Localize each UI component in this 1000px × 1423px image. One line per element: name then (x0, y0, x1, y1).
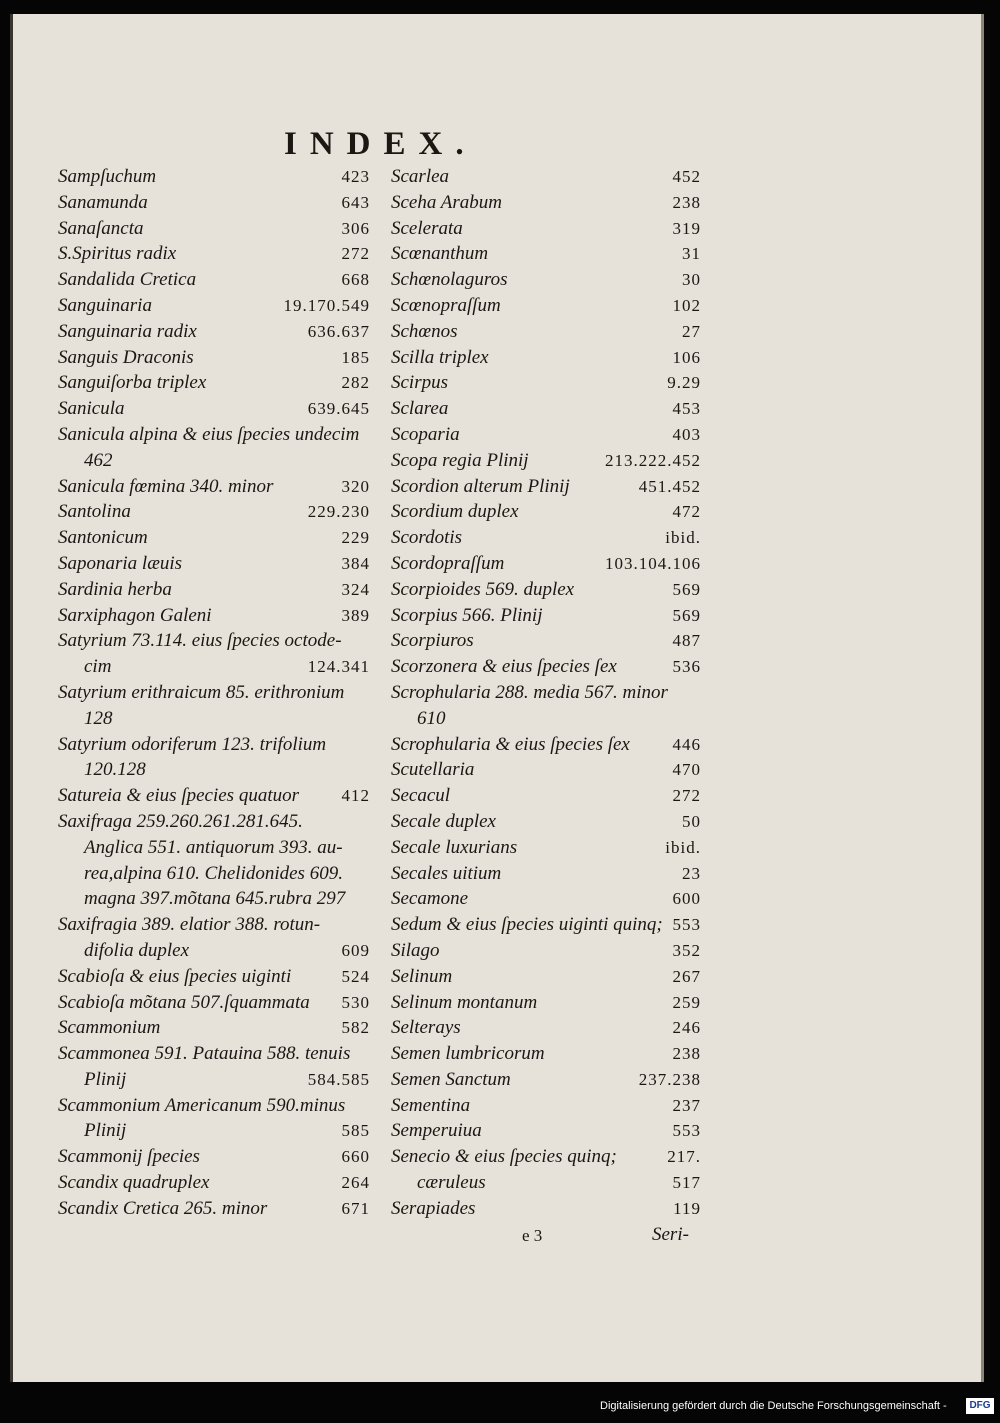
entry-pages: 229 (341, 528, 370, 548)
entry-pages: 569 (672, 605, 701, 625)
entry-pages: 585 (341, 1121, 370, 1141)
entry-term: Scandix Cretica 265. minor (58, 1197, 268, 1219)
entry-pages: 119 (673, 1198, 701, 1218)
entry-pages: 267 (672, 966, 701, 986)
entry-term: Scœnanthum (391, 243, 489, 265)
entry-pages: 582 (341, 1018, 370, 1038)
index-entry (58, 706, 370, 732)
entry-pages: 470 (672, 760, 701, 780)
index-entry (391, 190, 701, 216)
index-entry (58, 1093, 370, 1119)
entry-pages: 246 (672, 1018, 701, 1038)
index-entry (391, 628, 701, 654)
entry-term: Scammonium Americanum 590.minus (58, 1094, 346, 1116)
index-entry (391, 164, 701, 190)
entry-term: Scelerata (391, 217, 463, 239)
entry-term: Scirpus (391, 372, 448, 394)
entry-term: Schœnos (391, 320, 458, 342)
index-entry (58, 912, 370, 938)
signature-mark: e 3 (522, 1226, 543, 1245)
entry-pages: 272 (341, 244, 370, 264)
entry-pages: 229.230 (307, 502, 370, 522)
entry-term: Schœnolaguros (391, 269, 508, 291)
entry-pages: 259 (672, 992, 701, 1012)
entry-term: Silago (391, 939, 440, 961)
entry-term: Sanicula (58, 398, 125, 420)
index-entry (58, 628, 370, 654)
entry-term: Secamone (391, 888, 469, 910)
entry-term: Satyrium odoriferum 123. trifolium (58, 733, 327, 755)
index-entry (58, 990, 370, 1016)
entry-pages: 102 (672, 295, 701, 315)
entry-term: Scorpius 566. Plinij (391, 604, 543, 626)
entry-term: 128 (84, 707, 113, 729)
index-entry (58, 1170, 370, 1196)
entry-pages: 517 (672, 1173, 701, 1193)
index-entry (58, 551, 370, 577)
index-entry (58, 886, 370, 912)
entry-term: Santolina (58, 501, 131, 523)
entry-pages: 217. (667, 1147, 701, 1167)
entry-pages: 319 (672, 218, 701, 238)
entry-term: Saponaria læuis (58, 552, 183, 574)
entry-term: Selterays (391, 1017, 461, 1039)
entry-pages: 584.585 (307, 1069, 370, 1089)
entry-term: Scrophularia & eius ſpecies ſex (391, 733, 630, 755)
entry-pages: 31 (682, 244, 701, 264)
entry-pages: 103.104.106 (605, 553, 701, 573)
entry-term: Sanamunda (58, 191, 148, 213)
entry-pages: 264 (341, 1173, 370, 1193)
index-entry (58, 448, 370, 474)
index-entry (391, 1093, 701, 1119)
entry-pages: 524 (341, 966, 370, 986)
index-entry (391, 216, 701, 242)
entry-pages: 536 (672, 657, 701, 677)
index-entry (58, 577, 370, 603)
entry-pages: 643 (341, 192, 370, 212)
entry-term: Satyrium erithraicum 85. erithronium (58, 681, 345, 703)
index-entry (58, 964, 370, 990)
index-entry (391, 757, 701, 783)
entry-pages: 412 (341, 786, 370, 806)
entry-pages: 306 (341, 218, 370, 238)
index-entry (58, 474, 370, 500)
entry-term: Sampſuchum (58, 166, 157, 187)
index-entry (391, 835, 701, 861)
entry-term: Scarlea (391, 166, 450, 187)
entry-pages: 446 (672, 734, 701, 754)
entry-pages: 472 (672, 502, 701, 522)
index-entry (58, 1015, 370, 1041)
dfg-logo: DFG (966, 1398, 994, 1414)
entry-term: Satureia & eius ſpecies quatuor (58, 785, 299, 807)
index-entry (391, 1118, 701, 1144)
entry-term: Scorpioides 569. duplex (391, 578, 575, 600)
entry-term: Scandix quadruplex (58, 1172, 210, 1194)
index-entry (58, 422, 370, 448)
index-entry (58, 164, 370, 190)
entry-pages: ibid. (665, 528, 701, 548)
entry-term: Sclarea (391, 398, 449, 420)
entry-pages: 238 (672, 1044, 701, 1064)
index-entry (391, 912, 701, 938)
entry-term: Scilla triplex (391, 346, 489, 368)
index-entry (391, 861, 701, 887)
entry-pages: 282 (341, 373, 370, 393)
index-entry (391, 706, 701, 732)
entry-term: Sanguiſorba triplex (58, 372, 207, 394)
entry-term: Sandalida Cretica (58, 269, 197, 291)
entry-pages: 600 (672, 889, 701, 909)
index-entry (58, 809, 370, 835)
index-entry (391, 964, 701, 990)
index-entry (391, 241, 701, 267)
entry-term: magna 397.mõtana 645.rubra 297 (84, 888, 346, 910)
entry-term: Senecio & eius ſpecies quinq; (391, 1146, 617, 1168)
entry-term: Semen lumbricorum (391, 1043, 545, 1065)
entry-pages: 609 (341, 940, 370, 960)
entry-term: Sanguis Draconis (58, 346, 194, 368)
index-entry (58, 267, 370, 293)
entry-term: Scabioſa & eius ſpecies uiginti (58, 965, 292, 987)
index-entry (58, 1196, 370, 1222)
index-entry (391, 345, 701, 371)
entry-pages: 106 (672, 347, 701, 367)
entry-term: Scœnopraſſum (391, 294, 501, 316)
index-entry (58, 1118, 370, 1144)
entry-term: Scordion alterum Plinij (391, 475, 570, 497)
entry-term: Sardinia herba (58, 578, 172, 600)
entry-pages: 237 (672, 1095, 701, 1115)
index-entry (58, 525, 370, 551)
entry-pages: 668 (341, 270, 370, 290)
index-entry (58, 293, 370, 319)
entry-pages: 487 (672, 631, 701, 651)
entry-term: Secale duplex (391, 810, 496, 832)
entry-term: Plinij (84, 1120, 127, 1142)
entry-pages: 451.452 (638, 476, 701, 496)
index-entry (391, 319, 701, 345)
entry-term: Scopa regia Plinij (391, 449, 529, 471)
entry-pages: 553 (672, 915, 701, 935)
entry-term: Sanaſancta (58, 217, 144, 239)
entry-pages: 639.645 (307, 399, 370, 419)
entry-term: Sanguinaria (58, 294, 152, 316)
entry-pages: 272 (672, 786, 701, 806)
entry-pages: 50 (682, 811, 701, 831)
entry-term: Scammonea 591. Patauina 588. tenuis (58, 1043, 351, 1065)
entry-term: Scoparia (391, 423, 460, 445)
entry-term: Scorzonera & eius ſpecies ſex (391, 656, 617, 678)
index-entry (391, 603, 701, 629)
entry-pages: 237.238 (638, 1069, 701, 1089)
entry-term: Sementina (391, 1094, 471, 1116)
entry-term: cim (84, 656, 112, 678)
catchword: Seri- (652, 1224, 689, 1245)
entry-term: Semperuiua (391, 1120, 482, 1142)
entry-pages: 30 (682, 270, 701, 290)
entry-pages: 553 (672, 1121, 701, 1141)
entry-term: Scordium duplex (391, 501, 519, 523)
entry-pages: 453 (672, 399, 701, 419)
entry-term: Sarxiphagon Galeni (58, 604, 212, 626)
entry-pages: 185 (341, 347, 370, 367)
index-entry (58, 835, 370, 861)
entry-term: 462 (84, 449, 113, 471)
index-entry (58, 783, 370, 809)
index-entry (391, 1144, 701, 1170)
index-entry (391, 886, 701, 912)
entry-term: Selinum (391, 965, 453, 987)
entry-pages: 320 (341, 476, 370, 496)
index-entry (58, 396, 370, 422)
index-entry (58, 241, 370, 267)
entry-term: Satyrium 73.114. eius ſpecies octode- (58, 630, 342, 652)
entry-term: Santonicum (58, 527, 148, 549)
entry-pages: 27 (682, 321, 701, 341)
index-entry (391, 422, 701, 448)
entry-term: Sanicula fœmina 340. minor (58, 475, 274, 497)
entry-term: Scammonij ſpecies (58, 1146, 200, 1168)
index-entry (58, 319, 370, 345)
entry-term: 120.128 (84, 759, 146, 781)
entry-term: Semen Sanctum (391, 1068, 511, 1090)
index-entry (391, 577, 701, 603)
index-entry (58, 757, 370, 783)
entry-term: Secales uitium (391, 862, 502, 884)
entry-pages: 423 (341, 167, 370, 186)
index-entry (58, 680, 370, 706)
index-entry (391, 1067, 701, 1093)
index-column-right (391, 164, 701, 1222)
entry-term: Saxifraga 259.260.261.281.645. (58, 810, 303, 832)
index-entry (58, 654, 370, 680)
index-entry (58, 603, 370, 629)
entry-term: 610 (417, 707, 446, 729)
entry-term: Scorpiuros (391, 630, 474, 652)
index-entry (58, 190, 370, 216)
index-entry (391, 990, 701, 1016)
footer-credit: Digitalisierung gefördert durch die Deutsche Forschungsgemeinschaft - (600, 1400, 947, 1412)
entry-term: rea,alpina 610. Chelidonides 609. (84, 862, 343, 884)
index-entry (391, 293, 701, 319)
entry-pages: 452 (672, 167, 701, 186)
index-entry (391, 1041, 701, 1067)
entry-term: Secale luxurians (391, 836, 518, 858)
index-entry (391, 1196, 701, 1222)
entry-term: Secacul (391, 785, 451, 807)
index-entry (391, 783, 701, 809)
entry-term: Scordopraſſum (391, 552, 505, 574)
page-title: INDEX. (284, 126, 477, 162)
index-entry (58, 370, 370, 396)
index-entry (58, 1144, 370, 1170)
index-entry (391, 680, 701, 706)
entry-pages: 389 (341, 605, 370, 625)
entry-term: S.Spiritus radix (58, 243, 177, 265)
entry-term: Scrophularia 288. media 567. minor (391, 681, 668, 703)
index-entry (391, 525, 701, 551)
index-entry (391, 938, 701, 964)
entry-term: Sanguinaria radix (58, 320, 197, 342)
index-column-left (58, 164, 370, 1222)
entry-pages: 530 (341, 992, 370, 1012)
entry-term: Saxifragia 389. elatior 388. rotun- (58, 914, 321, 936)
entry-term: difolia duplex (84, 939, 190, 961)
entry-pages: 23 (682, 863, 701, 883)
entry-pages: 660 (341, 1147, 370, 1167)
index-entry (58, 345, 370, 371)
index-entry (391, 1170, 701, 1196)
entry-term: Sedum & eius ſpecies uiginti quinq; (391, 914, 663, 936)
index-entry (391, 396, 701, 422)
entry-pages: 569 (672, 579, 701, 599)
entry-term: Scordotis (391, 527, 463, 549)
entry-term: cæruleus (417, 1172, 486, 1194)
entry-pages: 352 (672, 940, 701, 960)
index-entry (391, 551, 701, 577)
entry-term: Sanicula alpina & eius ſpecies undecim (58, 423, 360, 445)
index-entry (391, 732, 701, 758)
entry-pages: 124.341 (307, 657, 370, 677)
entry-pages: ibid. (665, 837, 701, 857)
entry-term: Anglica 551. antiquorum 393. au- (84, 836, 343, 858)
entry-pages: 324 (341, 579, 370, 599)
entry-pages: 213.222.452 (605, 450, 701, 470)
entry-term: Selinum montanum (391, 991, 538, 1013)
index-entry (391, 474, 701, 500)
index-entry (391, 499, 701, 525)
entry-term: Serapiades (391, 1197, 476, 1219)
index-entry (391, 370, 701, 396)
index-entry (58, 938, 370, 964)
index-entry (58, 861, 370, 887)
index-entry (58, 1041, 370, 1067)
entry-pages: 384 (341, 553, 370, 573)
index-entry (58, 499, 370, 525)
index-entry (391, 654, 701, 680)
entry-term: Scabioſa mõtana 507.ſquammata (58, 991, 310, 1013)
index-entry (391, 448, 701, 474)
entry-term: Scammonium (58, 1017, 161, 1039)
index-entry (58, 1067, 370, 1093)
entry-pages: 9.29 (667, 373, 701, 393)
entry-pages: 403 (672, 424, 701, 444)
entry-term: Scutellaria (391, 759, 475, 781)
entry-term: Sceha Arabum (391, 191, 502, 213)
entry-term: Plinij (84, 1068, 127, 1090)
entry-pages: 19.170.549 (283, 295, 370, 315)
entry-pages: 636.637 (307, 321, 370, 341)
index-entry (391, 267, 701, 293)
entry-pages: 671 (341, 1198, 370, 1218)
index-entry (391, 809, 701, 835)
index-entry (391, 1015, 701, 1041)
entry-pages: 238 (672, 192, 701, 212)
index-entry (58, 216, 370, 242)
index-entry (58, 732, 370, 758)
